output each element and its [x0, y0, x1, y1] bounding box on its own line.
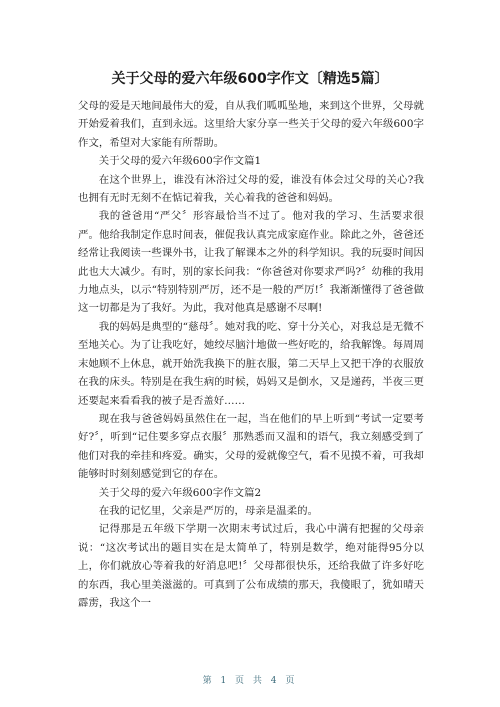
intro-paragraph: 父母的爱是天地间最伟大的爱，自从我们呱呱坠地，来到这个世界，父母就开始爱着我们，直到永远。这里给大家分享一些关于父母的爱六年级600字作文，希望对大家能有所帮助。: [78, 100, 424, 149]
body-paragraph: 在我的记忆里，父亲是严厉的，母亲是温柔的。: [98, 504, 319, 517]
body-paragraph: 我的妈妈是典型的“慈母〞。她对我的吃、穿十分关心，对我总是无微不至地关心。为了让我吃好，她绞尽脑汁地做一些好吃的，给我解馋。每周周末她顾不上休息，就开始洗我换下的脏衣服，第二天早上又把干净的衣服放在我的床头。特别是在我生病的时候，妈妈又是倒水，又是递药，半夜三更还要起来看看我的被子是否盖好……: [78, 320, 424, 407]
body-paragraph: 我的爸爸用“严父〞形容最恰当不过了。他对我的学习、生活要求很严。他给我制定作息时间表，催促我认真完成家庭作业。除此之外，爸爸还经常让我阅读一些课外书，让我了解课本之外的科学知识。我的玩耍时间因此也大大减少。有时，别的家长问我：“你爸爸对你要求严吗?〞幼稚的我用力地点头，以示“特别特别严厉，还不是一般的严厉!〞我渐渐懂得了爸爸做这一切都是为了我好。为此，我对他真是感谢不尽啊!: [78, 210, 424, 315]
body-paragraph: 在这个世界上，谁没有沐浴过父母的爱，谁没有体会过父母的关心?我也拥有无时无刻不在惦记着我，关心着我的爸爸和妈妈。: [78, 173, 424, 205]
document-body: [78, 97, 424, 612]
section-heading-2: 关于父母的爱六年级600字作文篇2: [98, 486, 262, 499]
document-title: 关于父母的爱六年级600字作文〔精选5篇〕: [111, 71, 389, 87]
page-footer: 第 1 页 共 4 页: [202, 676, 298, 686]
body-paragraph: 记得那是五年级下学期一次期末考试过后，我心中满有把握的父母亲说：“这次考试出的题目实在是太简单了，特别是数学，绝对能得95分以上，你们就放心等着我的好消息吧!〞父母都很快乐，还给我做了许多好吃的东西，我心里美滋滋的。可真到了公布成绩的那天，我傻眼了，犹如晴天霹雳，我这个一: [78, 523, 424, 609]
body-paragraph: 现在我与爸爸妈妈虽然住在一起，当在他们的早上听到“考试一定要考好?〞，听到“记住要多穿点衣服〞那熟悉而又温和的语气，我立刻感受到了他们对我的牵挂和疼爱。确实，父母的爱就像空气，看不见摸不着，可我却能够时时刻刻感觉到它的存在。: [78, 412, 424, 481]
section-heading-1: 关于父母的爱六年级600字作文篇1: [98, 155, 262, 168]
